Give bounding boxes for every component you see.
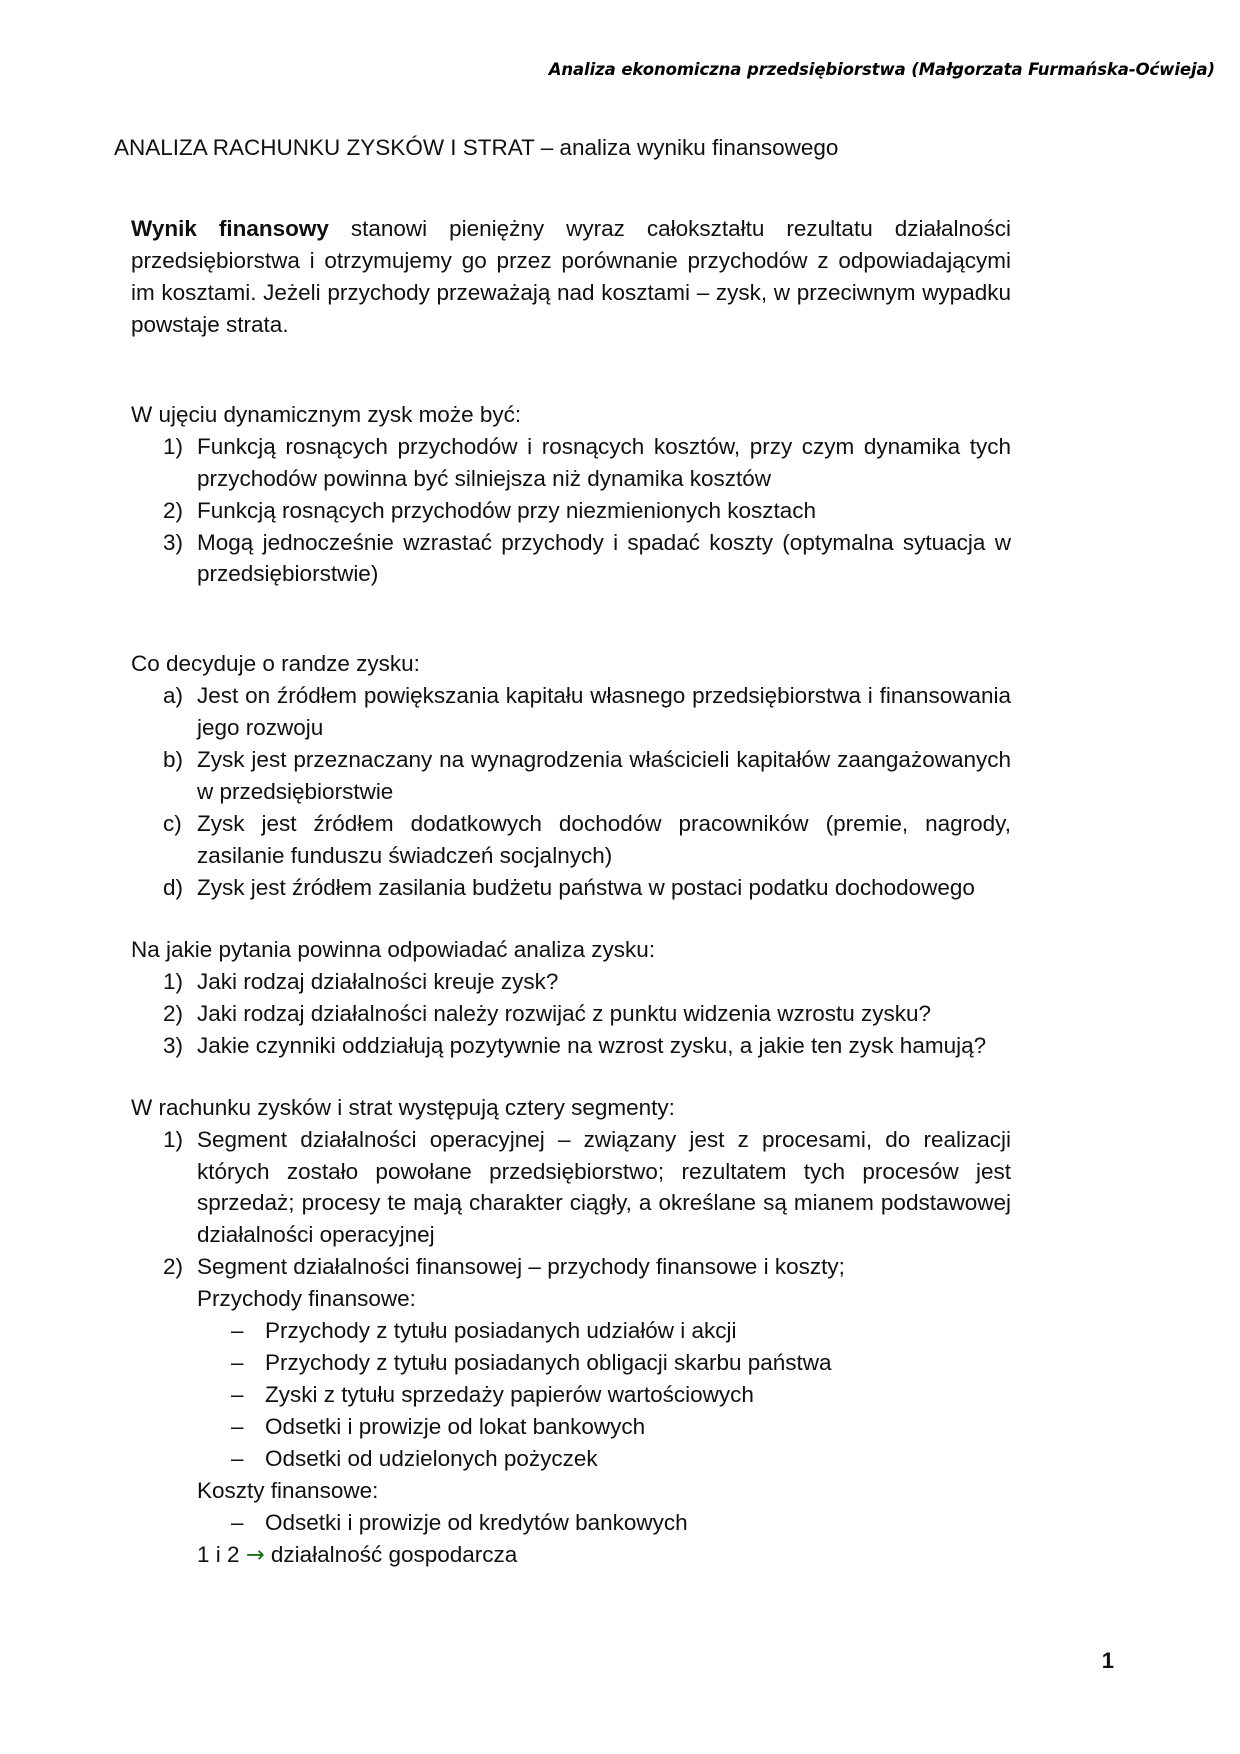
list-marker: 1) xyxy=(163,968,184,994)
list-marker: c) xyxy=(163,811,182,837)
list-revenues xyxy=(131,1315,1011,1475)
list-costs xyxy=(131,1507,1011,1539)
list-item xyxy=(131,1443,1011,1475)
dash-marker: – xyxy=(231,1318,244,1344)
section-lead-segmenty: W rachunku zysków i strat występują cztery segmenty: xyxy=(131,1094,675,1120)
list-item xyxy=(131,998,1011,1030)
summary-prefix: 1 i 2 xyxy=(197,1541,246,1567)
list-item-text: Jakie czynniki oddziałują pozytywnie na wzrost zysku, a jakie ten zysk hamują? xyxy=(197,1032,987,1058)
section-lead-dynamic: W ujęciu dynamicznym zysk może być: xyxy=(131,401,522,427)
list-item-text: Przychody z tytułu posiadanych obligacji skarbu państwa xyxy=(265,1350,832,1376)
list-ranga xyxy=(131,680,1011,904)
list-item-text: Jaki rodzaj działalności należy rozwijać z punktu widzenia wzrostu zysku? xyxy=(197,1000,932,1026)
intro-rest: stanowi pieniężny wyraz całokształtu rezultatu działalności przedsiębiorstwa i otrzymujemy go przez porównanie przychodów z odpowiadającymi im kosztami. Jeżeli przychody przeważają nad kosztami – zysk, w przeciwnym wypadku powstaje strata. xyxy=(131,216,1012,337)
list-item-text: Funkcją rosnących przychodów i rosnących kosztów, przy czym dynamika tych przychodów powinna być silniejsza niż dynamika kosztów xyxy=(197,433,1011,491)
list-item xyxy=(131,1411,1011,1443)
list-marker: 2) xyxy=(163,1000,184,1026)
list-marker: d) xyxy=(163,874,184,900)
list-marker: b) xyxy=(163,747,184,773)
dash-marker: – xyxy=(231,1382,244,1408)
list-item-text: Jest on źródłem powiększania kapitału własnego przedsiębiorstwa i finansowania jego rozwoju xyxy=(197,683,1011,741)
list-segmenty xyxy=(131,1124,1011,1284)
list-item xyxy=(131,872,1011,904)
list-marker: 1) xyxy=(163,1126,184,1152)
list-item-text: Odsetki od udzielonych pożyczek xyxy=(265,1445,598,1471)
summary-suffix: działalność gospodarcza xyxy=(264,1541,518,1567)
dash-marker: – xyxy=(231,1445,244,1471)
list-item-text: Mogą jednocześnie wzrastać przychody i spadać koszty (optymalna sytuacja w przedsiębiorstwie) xyxy=(197,529,1011,587)
document-body xyxy=(131,213,1011,1572)
list-item-text: Jaki rodzaj działalności kreuje zysk? xyxy=(197,968,559,994)
list-item-text: Segment działalności operacyjnej – związany jest z procesami, do realizacji których zostało powołane przedsiębiorstwo; rezultatem tych procesów jest sprzedaż; procesy te mają charakter ciągły, a określane są mianem podstawowej działalności operacyjnej xyxy=(197,1126,1011,1248)
list-marker: 3) xyxy=(163,529,184,555)
list-dynamic xyxy=(131,431,1011,591)
list-item xyxy=(131,1315,1011,1347)
list-marker: 2) xyxy=(163,1254,184,1280)
intro-paragraph xyxy=(131,213,1011,341)
list-item xyxy=(131,431,1011,495)
list-marker: 3) xyxy=(163,1032,184,1058)
right-arrow-icon: → xyxy=(245,1541,265,1568)
spacer xyxy=(131,904,1011,934)
dash-marker: – xyxy=(231,1414,244,1439)
list-pytania xyxy=(131,966,1011,1062)
list-item xyxy=(131,495,1011,527)
list-item xyxy=(131,1379,1011,1411)
section-lead-ranga: Co decyduje o randze zysku: xyxy=(131,651,420,677)
list-item xyxy=(131,1347,1011,1379)
list-item-text: Zysk jest przeznaczany na wynagrodzenia właścicieli kapitałów zaangażowanych w przedsiębiorstwie xyxy=(197,747,1011,805)
list-item-text: Zyski z tytułu sprzedaży papierów wartościowych xyxy=(265,1382,754,1408)
list-item xyxy=(131,808,1011,872)
section-lead-pytania: Na jakie pytania powinna odpowiadać analiza zysku: xyxy=(131,936,656,962)
revenues-label: Przychody finansowe: xyxy=(197,1286,416,1312)
list-item xyxy=(131,744,1011,808)
segments-summary xyxy=(131,1539,1011,1572)
list-item-text: Zysk jest źródłem zasilania budżetu państwa w postaci podatku dochodowego xyxy=(197,874,975,900)
list-item-text: Funkcją rosnących przychodów przy niezmienionych kosztach xyxy=(197,497,817,523)
spacer xyxy=(131,1062,1011,1092)
list-marker: 2) xyxy=(163,497,184,523)
list-marker: a) xyxy=(163,683,184,709)
list-item xyxy=(131,1124,1011,1252)
list-item xyxy=(131,1251,1011,1283)
list-item-text: Zysk jest źródłem dodatkowych dochodów pracowników (premie, nagrody, zasilanie funduszu świadczeń socjalnych) xyxy=(197,811,1011,868)
page-title: ANALIZA RACHUNKU ZYSKÓW I STRAT – analiza wyniku finansowego xyxy=(114,135,839,160)
dash-marker: – xyxy=(231,1509,244,1535)
list-item-text: Odsetki i prowizje od lokat bankowych xyxy=(265,1414,646,1439)
running-header: Analiza ekonomiczna przedsiębiorstwa (Małgorzata Furmańska-Oćwieja) xyxy=(548,60,1215,79)
list-item xyxy=(131,966,1011,998)
costs-label: Koszty finansowe: xyxy=(197,1477,379,1503)
list-item xyxy=(131,680,1011,744)
list-item xyxy=(131,1030,1011,1062)
list-item-text: Segment działalności finansowej – przychody finansowe i koszty; xyxy=(197,1254,845,1280)
intro-bold-lead: Wynik finansowy xyxy=(131,216,329,241)
dash-marker: – xyxy=(231,1350,244,1376)
list-item xyxy=(131,527,1011,591)
page-number: 1 xyxy=(1101,1648,1114,1673)
list-item xyxy=(131,1507,1011,1539)
list-item-text: Przychody z tytułu posiadanych udziałów i akcji xyxy=(265,1318,737,1344)
spacer xyxy=(131,341,1011,399)
list-marker: 1) xyxy=(163,433,184,459)
spacer xyxy=(131,590,1011,648)
list-item-text: Odsetki i prowizje od kredytów bankowych xyxy=(265,1509,688,1535)
